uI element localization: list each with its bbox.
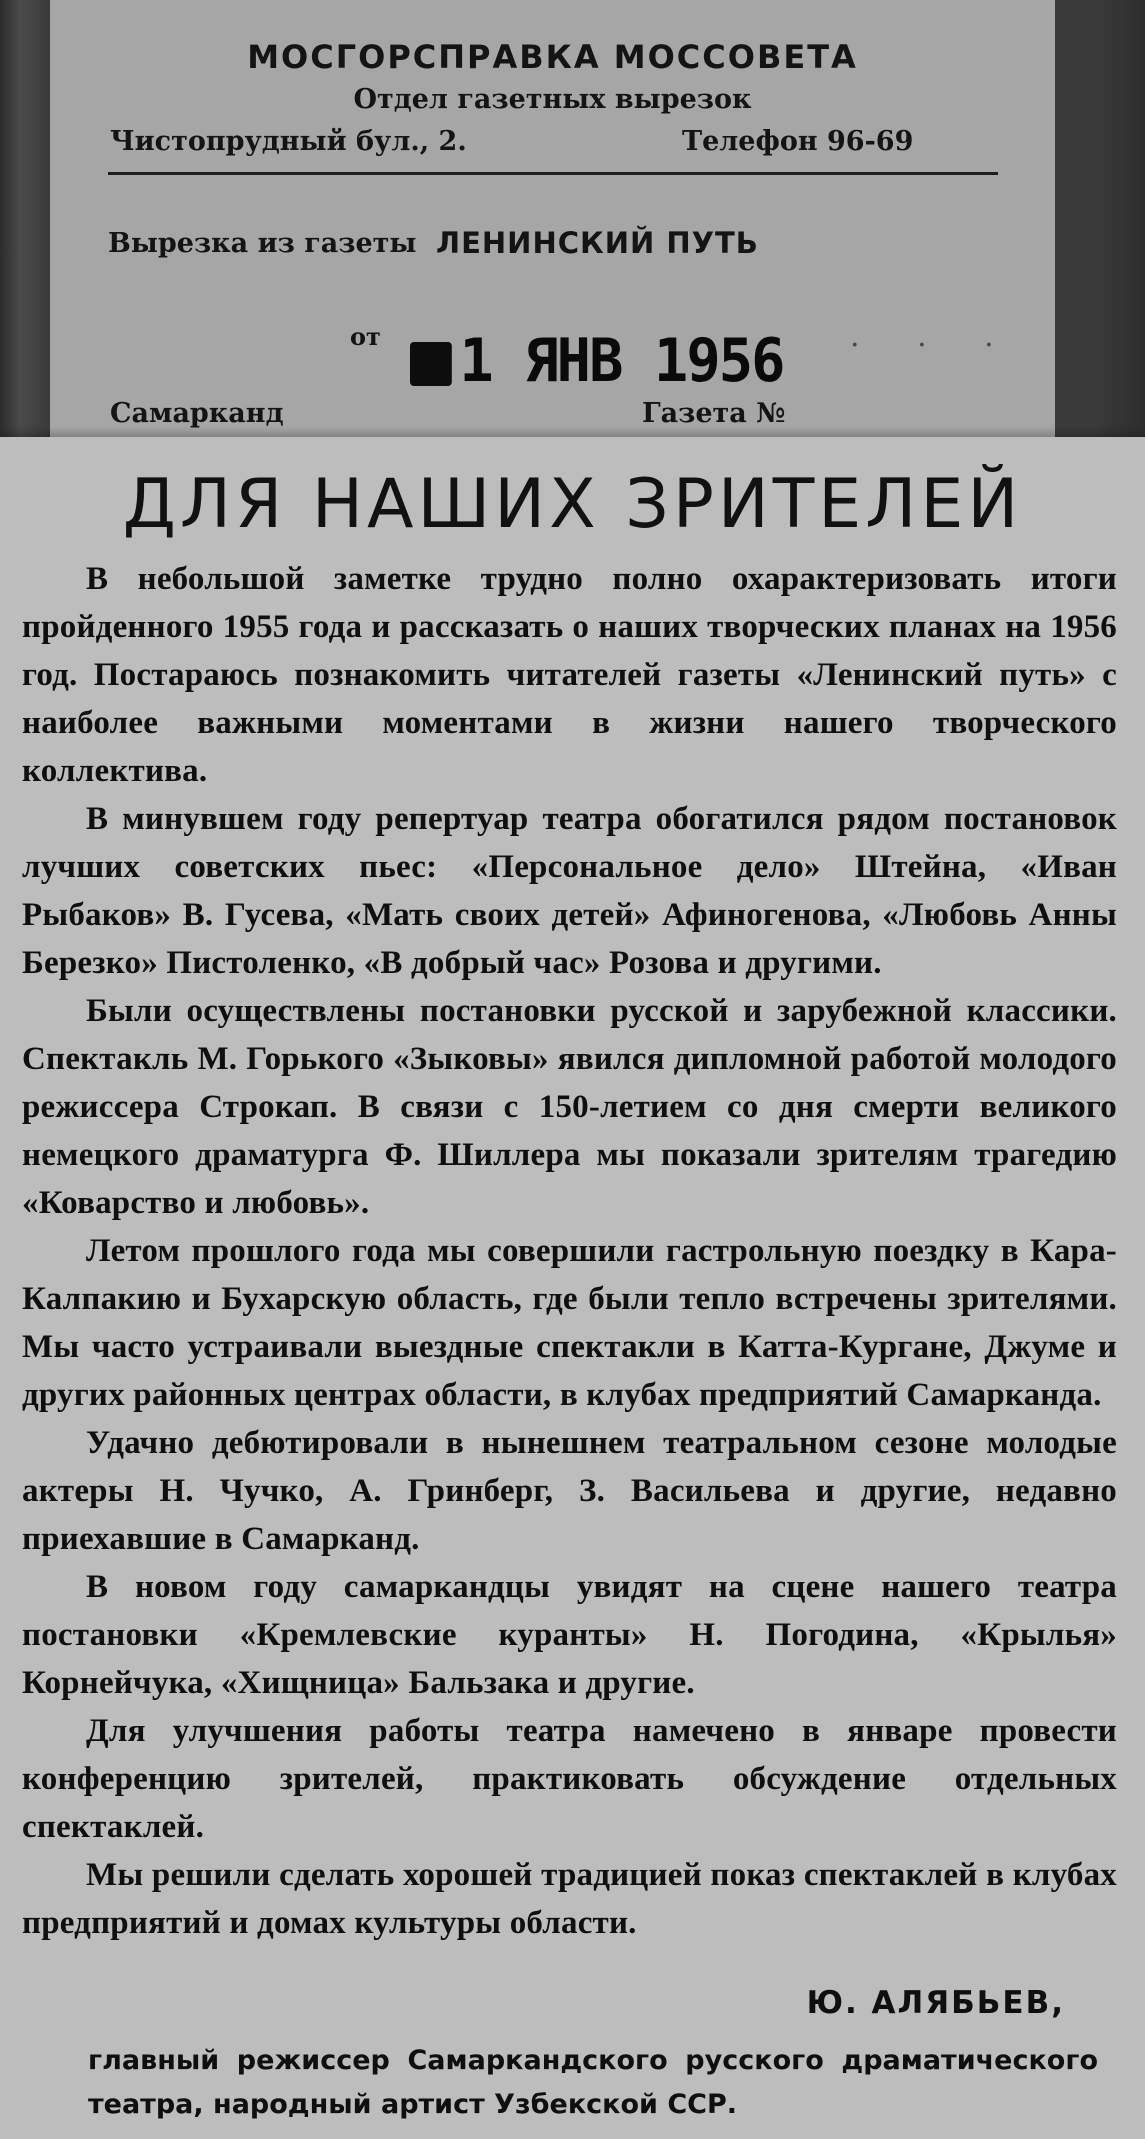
- city: Самарканд: [110, 398, 284, 429]
- reference-card: [50, 0, 1055, 450]
- paragraph: В небольшой заметке трудно полно охарактеризовать итоги пройденного 1955 года и рассказать о наших творческих планах на 1956 год. Постараюсь познакомить читателей газеты «Ленинский путь» с наиболее важными моментами в жизни нашего творческого коллектива.: [22, 561, 1117, 789]
- clipping-label: Вырезка из газеты: [108, 228, 417, 259]
- paragraph: Летом прошлого года мы совершили гастрольную поездку в Кара-Калпакию и Бухарскую область, где были тепло встречены зрителями. Мы часто устраивали выездные спектакли в Катта-Кургане, Джуме и других районных центрах области, в клубах предприятий Самарканда.: [22, 1233, 1117, 1413]
- organization-name: МОСГОРСПРАВКА МОССОВЕТА: [247, 38, 858, 76]
- department-name: Отдел газетных вырезок: [353, 84, 752, 115]
- address: Чистопрудный бул., 2.: [110, 126, 467, 157]
- divider: [108, 172, 998, 175]
- phone: Телефон 96-69: [682, 126, 914, 157]
- paragraph: Были осуществлены постановки русской и зарубежной классики. Спектакль М. Горького «Зыковы» явился дипломной работой молодого режиссера Строкап. В связи с 150-летием со дня смерти великого немецкого драматурга Ф. Шиллера мы показали зрителям трагедию «Коварство и любовь».: [22, 993, 1117, 1221]
- paragraph: Для улучшения работы театра намечено в январе провести конференцию зрителей, практиковать обсуждение отдельных спектаклей.: [22, 1713, 1117, 1845]
- author-title: главный режиссер Самаркандского русского драматического театра, народный артист Узбекской ССР.: [88, 2045, 1098, 2120]
- paragraph: В новом году самаркандцы увидят на сцене нашего театра постановки «Кремлевские куранты» Н. Погодина, «Крылья» Корнейчука, «Хищница» Бальзака и другие.: [22, 1569, 1117, 1701]
- newspaper-number-label: Газета №: [642, 398, 786, 429]
- article-headline: ДЛЯ НАШИХ ЗРИТЕЛЕЙ: [122, 465, 1023, 544]
- stamp-dots: · · ·: [850, 328, 1018, 363]
- newspaper-clipping: [0, 437, 1145, 2139]
- newspaper-name: ЛЕНИНСКИЙ ПУТЬ: [436, 226, 759, 260]
- date-stamp: [410, 326, 784, 396]
- article-body: [22, 555, 1117, 1947]
- stamp-mark-icon: [410, 342, 452, 386]
- paragraph: В минувшем году репертуар театра обогатился рядом постановок лучших советских пьес: «Персональное дело» Штейна, «Иван Рыбаков» В. Гусева, «Мать своих детей» Афиногенова, «Любовь Анны Березко» Пистоленко, «В добрый час» Розова и другими.: [22, 801, 1117, 981]
- paragraph: Удачно дебютировали в нынешнем театральном сезоне молодые актеры Н. Чучко, А. Гринберг, З. Васильева и другие, недавно приехавшие в Самарканд.: [22, 1425, 1117, 1557]
- from-label: от: [350, 322, 381, 351]
- author-signature: Ю. АЛЯБЬЕВ,: [806, 1985, 1065, 2021]
- paragraph: Мы решили сделать хорошей традицией показ спектаклей в клубах предприятий и домах культуры области.: [22, 1857, 1117, 1941]
- date-stamp-text: 1 ЯНВ 1956: [459, 326, 784, 396]
